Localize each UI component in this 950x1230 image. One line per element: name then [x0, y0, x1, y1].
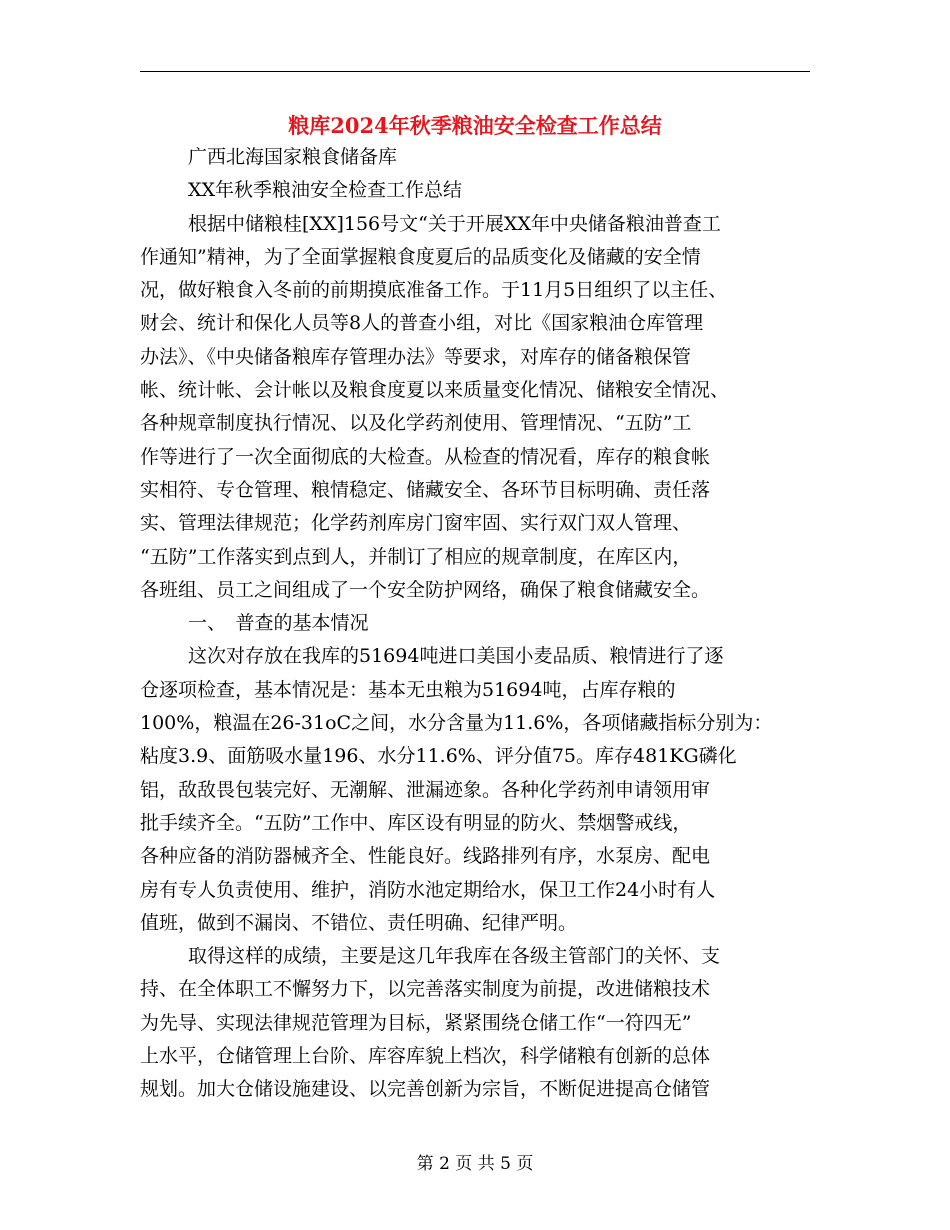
- body-line: 帐、统计帐、会计帐以及粮食度夏以来质量变化情况、储粮安全情况、: [140, 379, 730, 402]
- page-number: 第 2 页 共 5 页: [416, 1154, 534, 1174]
- body-line: XX年秋季粮油安全检查工作总结: [188, 179, 463, 202]
- body-line: 持、在全体职工不懈努力下，以完善落实制度为前提，改进储粮技术: [140, 978, 711, 1001]
- body-line: 财会、统计和保化人员等8人的普查小组，对比《国家粮油仓库管理: [140, 312, 704, 335]
- body-line: “五防”工作落实到点到人，并制订了相应的规章制度，在库区内，: [140, 545, 692, 568]
- body-line: 为先导、实现法律规范管理为目标，紧紧围绕仓储工作“一符四无”: [140, 1011, 692, 1034]
- body-line: 粘度3.9、面筋吸水量196、水分11.6%、评分值75。库存481KG磷化: [140, 745, 737, 768]
- body-line: 各种规章制度执行情况、以及化学药剂使用、管理情况、“五防”工: [140, 412, 692, 435]
- body-line: 上水平，仓储管理上台阶、库容库貌上档次，科学储粮有创新的总体: [140, 1045, 711, 1068]
- body-line: 批手续齐全。“五防”工作中、库区设有明显的防火、禁烟警戒线，: [140, 811, 692, 834]
- body-line: 房有专人负责使用、维护，消防水池定期给水，保卫工作24小时有人: [140, 878, 716, 901]
- body-line: 实相符、专仓管理、粮情稳定、储藏安全、各环节目标明确、责任落: [140, 478, 711, 501]
- body-line: 取得这样的成绩，主要是这几年我库在各级主管部门的关怀、支: [188, 945, 721, 968]
- body-line: 铝，敌敌畏包装完好、无潮解、泄漏迹象。各种化学药剂申请领用审: [140, 778, 711, 801]
- body-line: 作等进行了一次全面彻底的大检查。从检查的情况看，库存的粮食帐: [140, 445, 711, 468]
- body-line: 100%，粮温在26-31oC之间，水分含量为11.6%，各项储藏指标分别为：: [140, 712, 773, 735]
- section-heading: 一、 普查的基本情况: [188, 612, 369, 635]
- body-line: 办法》、《中央储备粮库存管理办法》等要求，对库存的储备粮保管: [140, 345, 692, 368]
- body-line: 仓逐项检查，基本情况是：基本无虫粮为51694吨，占库存粮的: [140, 678, 676, 701]
- body-line: 规划。加大仓储设施建设、以完善创新为宗旨，不断促进提高仓储管: [140, 1078, 711, 1101]
- body-line: 值班，做到不漏岗、不错位、责任明确、纪律严明。: [140, 911, 578, 934]
- body-line: 况，做好粮食入冬前的前期摸底准备工作。于11月5日组织了以主任、: [140, 279, 728, 302]
- document-body: [140, 141, 810, 1107]
- document-title: 粮库2024年秋季粮油安全检查工作总结: [288, 113, 662, 138]
- header-rule: [140, 71, 810, 72]
- body-line: 实、管理法律规范；化学药剂库房门窗牢固、实行双门双人管理、: [140, 512, 692, 535]
- body-line: 各种应备的消防器械齐全、性能良好。线路排列有序，水泵房、配电: [140, 845, 711, 868]
- body-line: 各班组、员工之间组成了一个安全防护网络，确保了粮食储藏安全。: [140, 578, 711, 601]
- body-line: 这次对存放在我库的51694吨进口美国小麦品质、粮情进行了逐: [188, 645, 724, 668]
- body-line: 根据中储粮桂[XX]156号文“关于开展XX年中央储备粮油普查工: [188, 212, 721, 235]
- body-line: 广西北海国家粮食储备库: [188, 146, 398, 168]
- body-line: 作通知”精神，为了全面掌握粮食度夏后的品质变化及储藏的安全情: [140, 245, 701, 268]
